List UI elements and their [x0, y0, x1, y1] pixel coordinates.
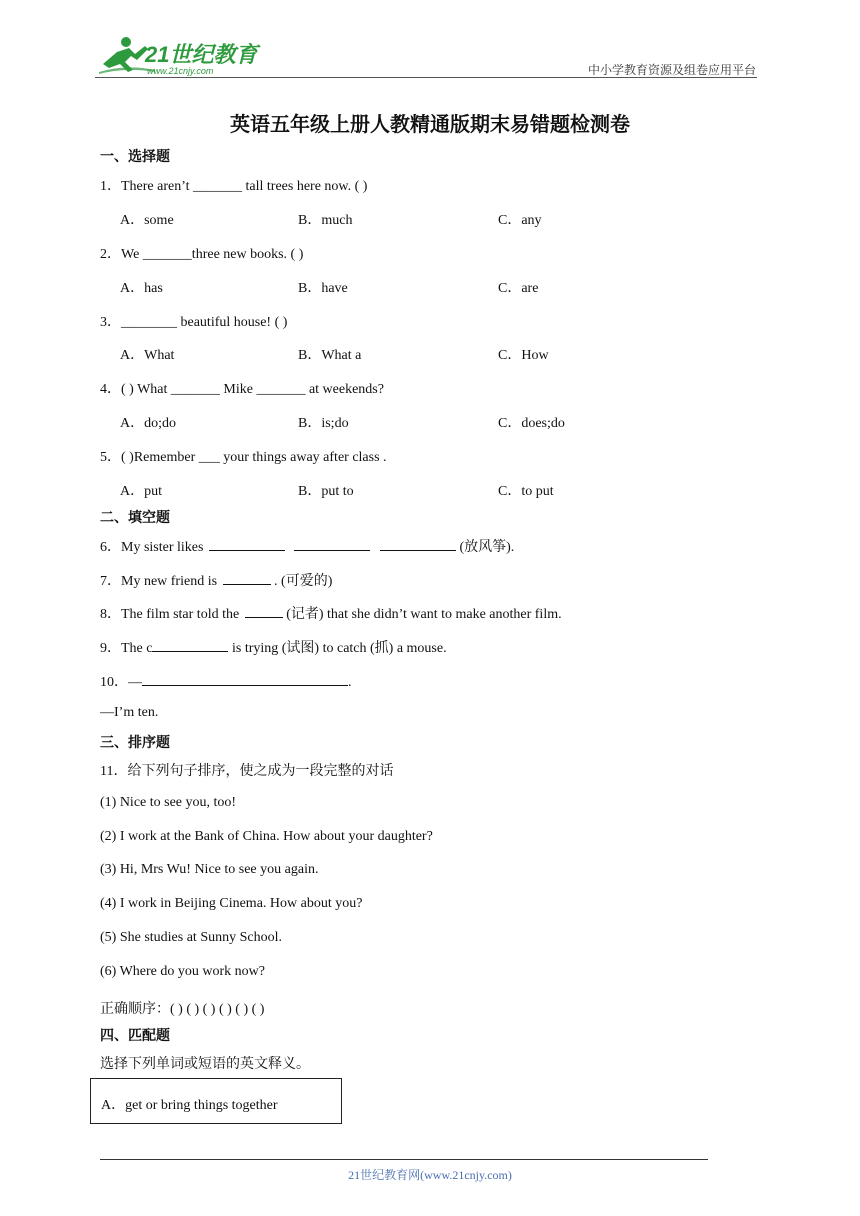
q9-blank[interactable]: [152, 637, 228, 652]
q11-item-1: (1) Nice to see you, too!: [100, 795, 237, 810]
matching-instruction: 选择下列单词或短语的英文释义。: [100, 1057, 310, 1072]
question-4: 4．( ) What _______ Mike _______ at weekends?: [100, 382, 384, 397]
matching-option-a: A．get or bring things together: [101, 1098, 278, 1113]
question-9: [100, 637, 447, 657]
q11-item-5: (5) She studies at Sunny School.: [100, 930, 282, 945]
logo-text: 21世纪教育: [145, 42, 258, 67]
q4-option-b: B．is;do: [298, 416, 349, 431]
q11-item-2: (2) I work at the Bank of China. How about your daughter?: [100, 829, 433, 844]
q11-item-6: (6) Where do you work now?: [100, 964, 265, 979]
q7-prefix: 7．My new friend is: [100, 574, 221, 589]
q1-option-c: C．any: [498, 213, 542, 228]
q4-option-c: C．does;do: [498, 416, 565, 431]
section-heading-choice: 一、选择题: [100, 150, 170, 165]
q1-option-b: B．much: [298, 213, 353, 228]
q9-suffix: is trying (试图) to catch (抓) a mouse.: [231, 641, 447, 656]
q7-suffix: . (可爱的): [274, 574, 333, 589]
page-title: 英语五年级上册人教精通版期末易错题检测卷: [230, 114, 630, 136]
q8-prefix: 8．The film star told the: [100, 607, 243, 622]
matching-box-a: [90, 1078, 342, 1124]
section-heading-order: 三、排序题: [100, 736, 170, 751]
question-10: [100, 671, 352, 691]
q6-blank-2[interactable]: [294, 536, 370, 551]
q11-answer-order: 正确顺序：( ) ( ) ( ) ( ) ( ) ( ): [100, 1002, 265, 1017]
q6-suffix: (放风筝).: [459, 540, 515, 555]
q8-blank[interactable]: [245, 603, 283, 618]
q9-prefix: 9．The c: [100, 641, 153, 656]
question-8: [100, 603, 562, 623]
q1-option-a: A．some: [120, 213, 174, 228]
section-heading-fill: 二、填空题: [100, 511, 170, 526]
footer-divider: [100, 1159, 708, 1160]
section-heading-match: 四、匹配题: [100, 1029, 170, 1044]
footer-text: 21世纪教育网(www.21cnjy.com): [348, 1168, 512, 1182]
platform-name: 中小学教育资源及组卷应用平台: [587, 63, 756, 77]
q6-blank-1[interactable]: [209, 536, 285, 551]
question-5: 5．( )Remember ___ your things away after class .: [100, 450, 387, 465]
question-7: [100, 570, 332, 590]
q4-option-a: A．do;do: [120, 416, 176, 431]
logo-url: www.21cnjy.com: [147, 66, 214, 76]
q10-prefix: 10．—: [100, 675, 142, 690]
q8-suffix: (记者) that she didn’t want to make another film.: [286, 607, 562, 622]
q10-blank[interactable]: [142, 671, 348, 686]
q2-option-a: A．has: [120, 281, 163, 296]
q6-blank-3[interactable]: [380, 536, 456, 551]
q2-option-c: C．are: [498, 281, 539, 296]
q10-suffix: .: [348, 675, 352, 690]
q7-blank[interactable]: [223, 570, 271, 585]
q10-answer-line: —I’m ten.: [100, 705, 159, 720]
q6-prefix: 6．My sister likes: [100, 540, 207, 555]
question-1: 1．There aren’t _______ tall trees here now. ( ): [100, 179, 368, 194]
q2-option-b: B．have: [298, 281, 348, 296]
header-divider: [95, 77, 757, 78]
site-logo: [95, 34, 265, 78]
q5-option-a: A．put: [120, 484, 162, 499]
q3-option-b: B．What a: [298, 348, 362, 363]
q11-item-4: (4) I work in Beijing Cinema. How about you?: [100, 896, 363, 911]
q3-option-a: A．What: [120, 348, 175, 363]
q5-option-c: C．to put: [498, 484, 554, 499]
question-11: 11．给下列句子排序，使之成为一段完整的对话: [100, 764, 394, 779]
q3-option-c: C．How: [498, 348, 549, 363]
q5-option-b: B．put to: [298, 484, 354, 499]
question-3: 3．________ beautiful house! ( ): [100, 315, 288, 330]
question-2: 2．We _______three new books. ( ): [100, 247, 304, 262]
q11-item-3: (3) Hi, Mrs Wu! Nice to see you again.: [100, 862, 319, 877]
question-6: [100, 536, 514, 556]
